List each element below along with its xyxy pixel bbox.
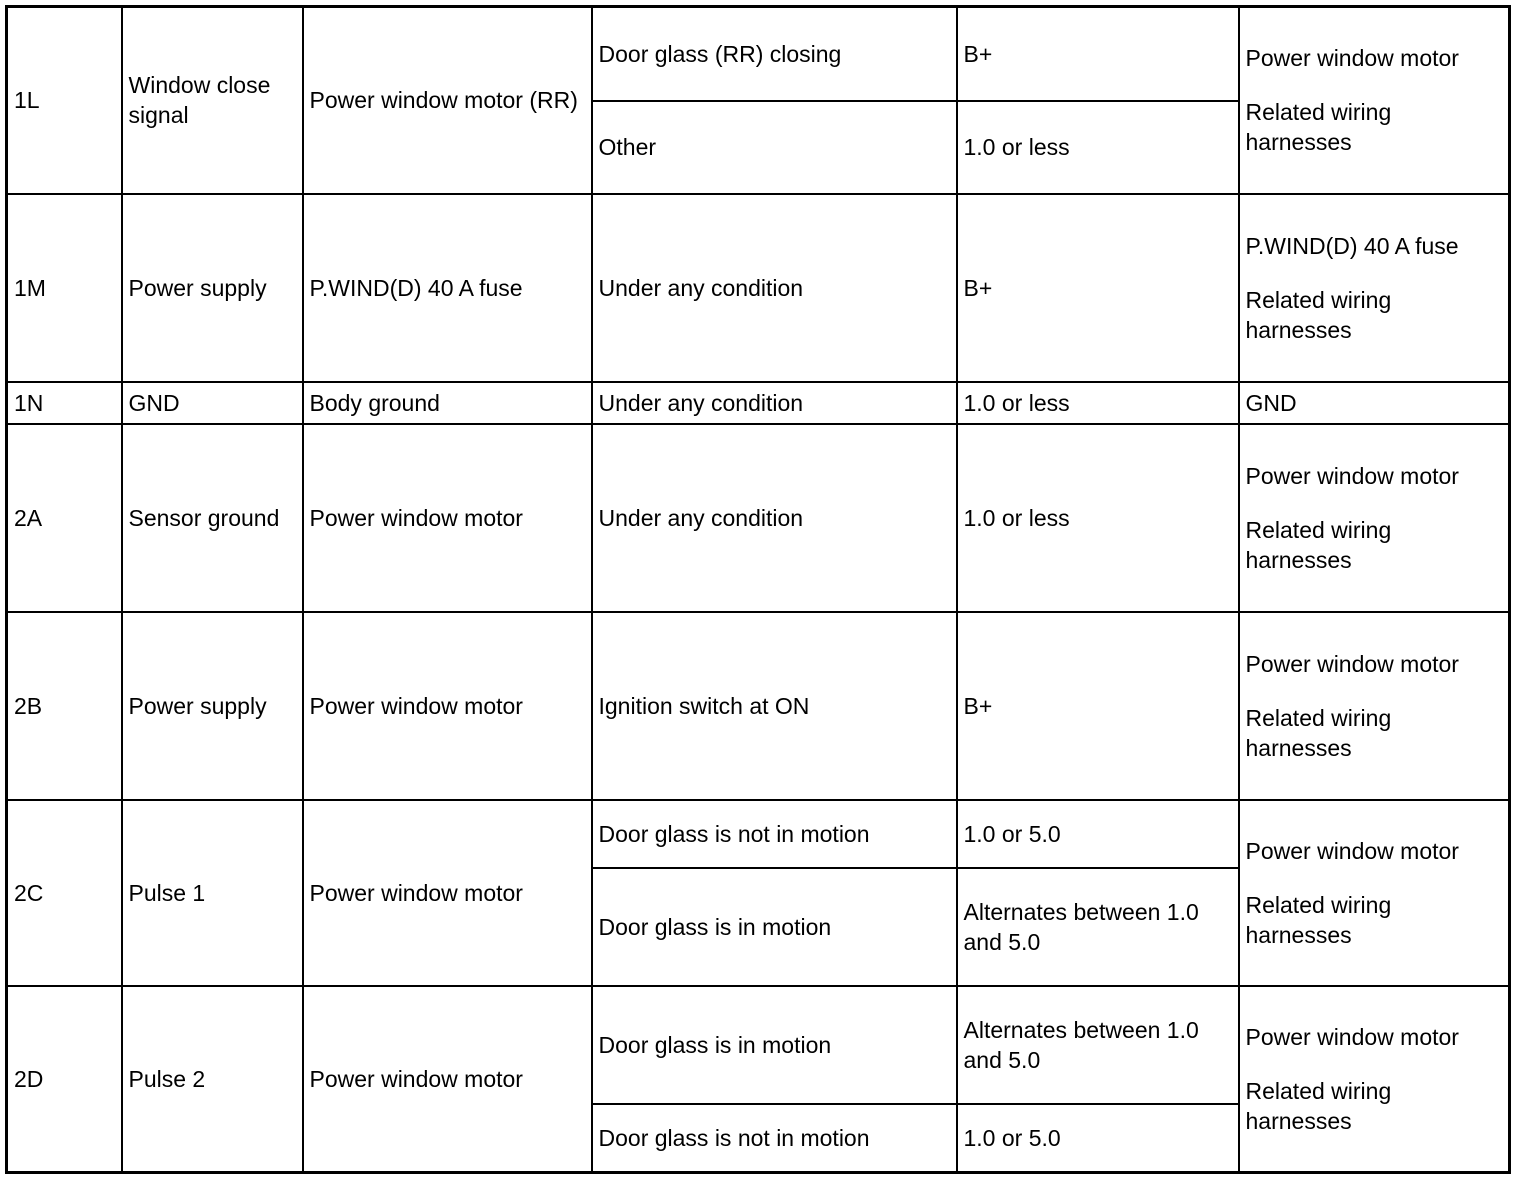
terminal-cell: 2C xyxy=(7,800,122,986)
check-items-cell xyxy=(1239,986,1510,1172)
connected-to-cell: P.WIND(D) 40 A fuse xyxy=(303,194,592,382)
check-items-cell xyxy=(1239,424,1510,612)
check-item-label: Related wiring harnesses xyxy=(1245,286,1392,343)
signal-name-cell: Pulse 2 xyxy=(122,986,303,1172)
terminal-cell: 1M xyxy=(7,194,122,382)
condition-cell: Door glass is not in motion xyxy=(592,800,957,868)
check-item xyxy=(1246,890,1503,950)
condition-cell: Under any condition xyxy=(592,194,957,382)
voltage-cell: 1.0 or 5.0 xyxy=(957,1104,1239,1172)
signal-name-cell: Window close signal xyxy=(122,7,303,194)
check-item-label: Power window motor xyxy=(1245,45,1459,72)
check-item xyxy=(1246,836,1503,866)
connected-to-cell: Power window motor xyxy=(303,800,592,986)
voltage-cell: B+ xyxy=(957,194,1239,382)
check-items-cell xyxy=(1239,800,1510,986)
table-row xyxy=(7,194,1510,382)
condition-cell: Under any condition xyxy=(592,382,957,424)
condition-cell: Door glass is in motion xyxy=(592,986,957,1104)
check-item xyxy=(1246,461,1503,491)
condition-cell: Ignition switch at ON xyxy=(592,612,957,800)
condition-cell: Door glass is not in motion xyxy=(592,1104,957,1172)
check-item xyxy=(1246,515,1503,575)
check-item-label: Power window motor xyxy=(1245,462,1459,489)
connected-to-cell: Power window motor (RR) xyxy=(303,7,592,194)
terminal-cell: 1N xyxy=(7,382,122,424)
voltage-cell: 1.0 or less xyxy=(957,382,1239,424)
check-item-label: Power window motor xyxy=(1245,838,1459,865)
check-items-cell xyxy=(1239,612,1510,800)
terminal-cell: 2A xyxy=(7,424,122,612)
terminal-cell: 1L xyxy=(7,7,122,194)
voltage-cell: 1.0 or less xyxy=(957,424,1239,612)
check-items-cell xyxy=(1239,7,1510,194)
check-item-label: Related wiring harnesses xyxy=(1245,516,1392,573)
check-item xyxy=(1246,285,1503,345)
table-row xyxy=(7,382,1510,424)
table-row xyxy=(7,800,1510,868)
check-item xyxy=(1246,1022,1503,1052)
condition-cell: Door glass (RR) closing xyxy=(592,7,957,101)
signal-name-cell: Power supply xyxy=(122,194,303,382)
connected-to-cell: Power window motor xyxy=(303,424,592,612)
condition-cell: Door glass is in motion xyxy=(592,868,957,986)
condition-cell: Other xyxy=(592,101,957,194)
check-item-label: Related wiring harnesses xyxy=(1245,705,1392,762)
check-item-label: Related wiring harnesses xyxy=(1245,1078,1392,1135)
check-item-label: P.WIND(D) 40 A fuse xyxy=(1245,232,1459,259)
table-row xyxy=(7,424,1510,612)
check-item xyxy=(1246,649,1503,679)
check-item-label: Related wiring harnesses xyxy=(1245,892,1392,949)
signal-name-cell: Pulse 1 xyxy=(122,800,303,986)
connected-to-cell: Power window motor xyxy=(303,612,592,800)
check-item xyxy=(1246,97,1503,157)
check-item xyxy=(1246,388,1503,418)
check-item xyxy=(1246,1076,1503,1136)
table-row xyxy=(7,612,1510,800)
check-item-label: GND xyxy=(1245,389,1297,416)
check-item xyxy=(1246,43,1503,73)
check-items-cell xyxy=(1239,382,1510,424)
table-row xyxy=(7,986,1510,1104)
check-item xyxy=(1246,703,1503,763)
signal-name-cell: Power supply xyxy=(122,612,303,800)
voltage-cell: B+ xyxy=(957,612,1239,800)
connected-to-cell: Body ground xyxy=(303,382,592,424)
terminal-cell: 2B xyxy=(7,612,122,800)
check-item-label: Related wiring harnesses xyxy=(1245,99,1392,156)
connected-to-cell: Power window motor xyxy=(303,986,592,1172)
table-row xyxy=(7,7,1510,101)
terminal-spec-table xyxy=(5,5,1511,1174)
check-item xyxy=(1246,231,1503,261)
voltage-cell: 1.0 or less xyxy=(957,101,1239,194)
signal-name-cell: Sensor ground xyxy=(122,424,303,612)
check-items-cell xyxy=(1239,194,1510,382)
voltage-cell: Alternates between 1.0 and 5.0 xyxy=(957,986,1239,1104)
voltage-cell: 1.0 or 5.0 xyxy=(957,800,1239,868)
check-item-label: Power window motor xyxy=(1245,1024,1459,1051)
signal-name-cell: GND xyxy=(122,382,303,424)
voltage-cell: Alternates between 1.0 and 5.0 xyxy=(957,868,1239,986)
check-item-label: Power window motor xyxy=(1245,651,1459,678)
terminal-cell: 2D xyxy=(7,986,122,1172)
condition-cell: Under any condition xyxy=(592,424,957,612)
voltage-cell: B+ xyxy=(957,7,1239,101)
